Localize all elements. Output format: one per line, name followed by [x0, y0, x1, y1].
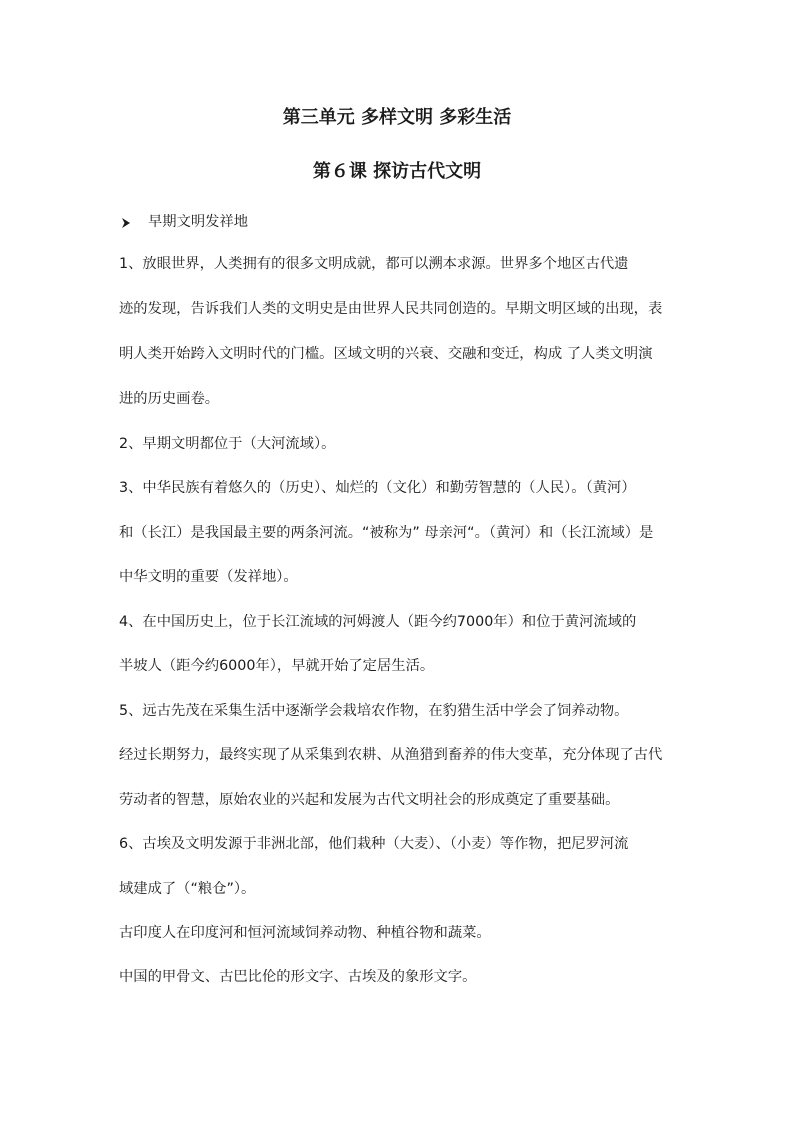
arrow-bullet-icon [121, 212, 131, 232]
paragraph-line: 6、古埃及文明发源于非洲北部，他们栽种（大麦）、（小麦）等作物，把尼罗河流 [119, 836, 629, 852]
paragraph-line: 中国的甲骨文、古巴比伦的形文字、古埃及的象形文字。 [119, 969, 477, 985]
paragraph-line: 经过长期努力，最终实现了从采集到农耕、从渔猎到畜养的伟大变革，充分体现了古代 [119, 747, 663, 763]
paragraph-line: 2、早期文明都位于（大河流域）。 [119, 436, 336, 452]
lesson-title: 第６课 探访古代文明 [312, 161, 482, 182]
paragraph-line: 和（长江）是我国最主要的两条河流。“被称为” 母亲河“。（黄河）和（长江流域）是 [119, 525, 654, 541]
paragraph-line: 域建成了（“粮仓”）。 [119, 881, 256, 897]
paragraph-line: 迹的发现，告诉我们人类的文明史是由世界人民共同创造的。早期文明区域的出现，表 [119, 301, 663, 317]
paragraph-line: 明人类开始跨入文明时代的门槛。区域文明的兴衰、交融和变迁，构成 了人类文明演 [119, 346, 653, 362]
paragraph-line: 半坡人（距今约6000年），早就开始了定居生活。 [119, 658, 435, 674]
paragraph-line: 劳动者的智慧，原始农业的兴起和发展为古代文明社会的形成奠定了重要基础。 [119, 792, 620, 808]
paragraph-line: 1、放眼世界，人类拥有的很多文明成就，都可以溯本求源。世界多个地区古代遗 [119, 256, 629, 272]
section-heading: 早期文明发祥地 [148, 214, 249, 230]
paragraph-line: 3、中华民族有着悠久的（历史）、灿烂的（文化）和勤劳智慧的（人民）。（黄河） [119, 480, 636, 496]
paragraph-line: 进的历史画卷。 [119, 391, 220, 407]
unit-title: 第三单元 多样文明 多彩生活 [282, 107, 512, 128]
paragraph-line: 古印度人在印度河和恒河流域饲养动物、种植谷物和蔬菜。 [119, 925, 491, 941]
paragraph-line: 中华文明的重要（发祥地）。 [119, 569, 298, 585]
paragraph-line: 4、在中国历史上，位于长江流域的河姆渡人（距今约7000年）和位于黄河流域的 [119, 614, 637, 630]
paragraph-line: 5、远古先茂在采集生活中逐渐学会栽培农作物，在豹猎生活中学会了饲养动物。 [119, 703, 629, 719]
